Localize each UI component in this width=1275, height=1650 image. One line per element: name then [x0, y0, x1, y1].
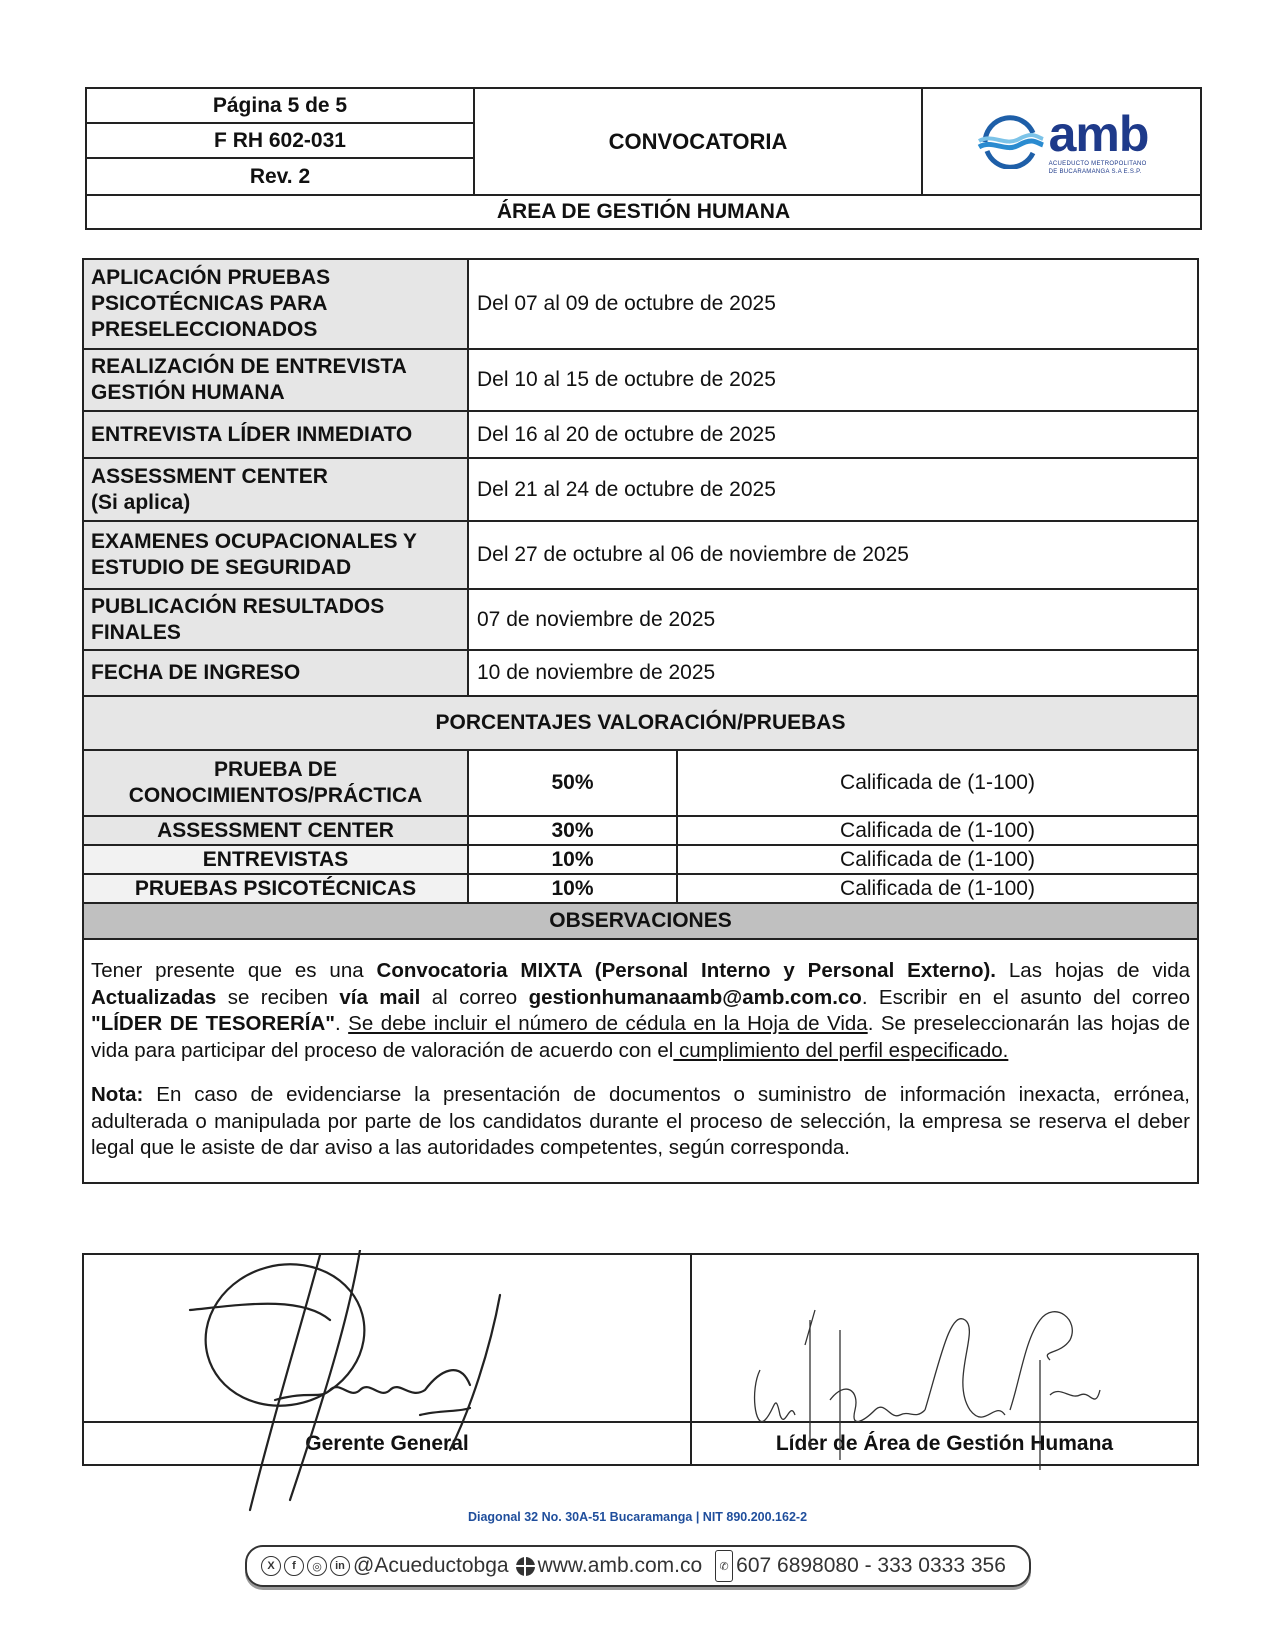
- signature-area: [692, 1255, 1197, 1423]
- schedule-date: Del 07 al 09 de octubre de 2025: [477, 292, 776, 315]
- signature-area: [84, 1255, 690, 1423]
- document-header: [85, 87, 1202, 230]
- note-paragraph: Nota: En caso de evidenciarse la presentación de documentos o suministro de información inexacta, errónea, adulterada o manipulada por parte de los candidatos durante el proceso de selección, la empresa se reserva el deber legal que le asiste de dar aviso a las autoridades competentes, según corresponda.: [91, 1083, 1190, 1159]
- test-percent: 30%: [469, 817, 678, 844]
- email-subject: "LÍDER DE TESORERÍA": [91, 1012, 335, 1035]
- social-handle[interactable]: @Acueductobga: [353, 1554, 509, 1577]
- document-title: CONVOCATORIA: [475, 89, 923, 194]
- x-icon[interactable]: X: [261, 1556, 281, 1576]
- schedule-row: [84, 350, 1197, 412]
- schedule-date: Del 10 al 15 de octubre de 2025: [477, 368, 776, 391]
- schedule-stage: APLICACIÓN PRUEBAS PSICOTÉCNICAS PARA PRESELECCIONADOS: [84, 260, 469, 348]
- schedule-stage: EXAMENES OCUPACIONALES Y ESTUDIO DE SEGURIDAD: [84, 522, 469, 588]
- test-percent: 50%: [469, 751, 678, 815]
- percentage-row: [84, 846, 1197, 875]
- revision: Rev. 2: [249, 164, 311, 188]
- form-code: F RH 602-031: [87, 124, 473, 159]
- test-scale: Calificada de (1-100): [840, 847, 1035, 871]
- schedule-stage-label: ASSESSMENT CENTER: [91, 464, 328, 488]
- test-scale: Calificada de (1-100): [840, 771, 1035, 794]
- observations-body: [84, 940, 1197, 1184]
- percentage-row: [84, 751, 1197, 817]
- percentages-title: PORCENTAJES VALORACIÓN/PRUEBAS: [84, 697, 1197, 751]
- phone-icon: ✆: [715, 1550, 733, 1582]
- test-scale: Calificada de (1-100): [840, 818, 1035, 842]
- logo-subtitle-1: ACUEDUCTO METROPOLITANO: [1048, 160, 1147, 167]
- facebook-icon[interactable]: f: [284, 1556, 304, 1576]
- schedule-stage-note: (Si aplica): [91, 490, 191, 514]
- water-wave-logo-icon: [975, 115, 1045, 169]
- logo-subtitle-2: DE BUCARAMANGA S.A E.S.P.: [1048, 168, 1142, 175]
- schedule-date: 10 de noviembre de 2025: [477, 661, 716, 684]
- observations-paragraph: Tener presente que es una Convocatoria MIXTA (Personal Interno y Personal Externo). Las hojas de vida Actualizadas se reciben vía mail al correo gestionhumanaamb@amb.com.co. Escribir en el asunto del correo "LÍDER DE TESORERÍA". Se debe incluir el número de cédula en la Hoja de Vida. Se preseleccionarán las hojas de vida para participar del proceso de valoración de acuerdo con el cumplimiento del perfil especificado.: [91, 959, 1190, 1062]
- schedule-row: [84, 590, 1197, 651]
- percentage-row: [84, 875, 1197, 904]
- signature-table: [82, 1253, 1199, 1466]
- application-email: gestionhumanaamb@amb.com.co: [528, 985, 862, 1009]
- schedule-date: 07 de noviembre de 2025: [477, 607, 716, 631]
- signature-block-general-manager: [84, 1255, 692, 1464]
- schedule-table: [82, 258, 1199, 1184]
- signature-role: Líder de Área de Gestión Humana: [775, 1431, 1114, 1455]
- test-name: ENTREVISTAS: [84, 846, 469, 873]
- schedule-stage: FECHA DE INGRESO: [84, 651, 469, 695]
- schedule-stage: PUBLICACIÓN RESULTADOS FINALES: [84, 590, 469, 649]
- schedule-row: [84, 522, 1197, 590]
- schedule-stage: ENTREVISTA LÍDER INMEDIATO: [84, 412, 469, 457]
- test-name: PRUEBA DE CONOCIMIENTOS/PRÁCTICA: [84, 751, 469, 815]
- linkedin-icon[interactable]: in: [330, 1556, 350, 1576]
- page-number: Página 5 de 5: [87, 89, 473, 124]
- area-title: ÁREA DE GESTIÓN HUMANA: [87, 194, 1200, 228]
- globe-icon: [516, 1557, 535, 1576]
- instagram-icon[interactable]: ◎: [307, 1556, 327, 1576]
- header-meta: [87, 89, 475, 194]
- logo-wordmark: amb: [1048, 105, 1149, 162]
- test-scale: Calificada de (1-100): [840, 876, 1035, 900]
- schedule-stage: REALIZACIÓN DE ENTREVISTA GESTIÓN HUMANA: [84, 350, 469, 410]
- footer-contact-bar: [245, 1545, 1031, 1587]
- schedule-date: Del 21 al 24 de octubre de 2025: [477, 477, 776, 501]
- schedule-date: Del 16 al 20 de octubre de 2025: [477, 422, 776, 446]
- schedule-row: [84, 260, 1197, 350]
- schedule-date: Del 27 de octubre al 06 de noviembre de 2025: [477, 543, 909, 566]
- schedule-stage: [84, 459, 469, 520]
- schedule-row: [84, 459, 1197, 522]
- company-logo: [923, 89, 1200, 194]
- test-percent: 10%: [469, 875, 678, 902]
- schedule-row: [84, 412, 1197, 459]
- signature-role: Gerente General: [305, 1431, 469, 1455]
- schedule-row: [84, 651, 1197, 697]
- website-link[interactable]: www.amb.com.co: [537, 1554, 703, 1577]
- test-name: PRUEBAS PSICOTÉCNICAS: [84, 875, 469, 902]
- observations-title: OBSERVACIONES: [84, 904, 1197, 940]
- percentage-row: [84, 817, 1197, 846]
- test-percent: 10%: [469, 846, 678, 873]
- footer-address: Diagonal 32 No. 30A-51 Bucaramanga | NIT 890.200.162-2: [467, 1510, 808, 1524]
- test-name: ASSESSMENT CENTER: [84, 817, 469, 844]
- signature-block-hr-leader: [692, 1255, 1197, 1464]
- phone-numbers: 607 6898080 - 333 0333 356: [736, 1554, 1006, 1577]
